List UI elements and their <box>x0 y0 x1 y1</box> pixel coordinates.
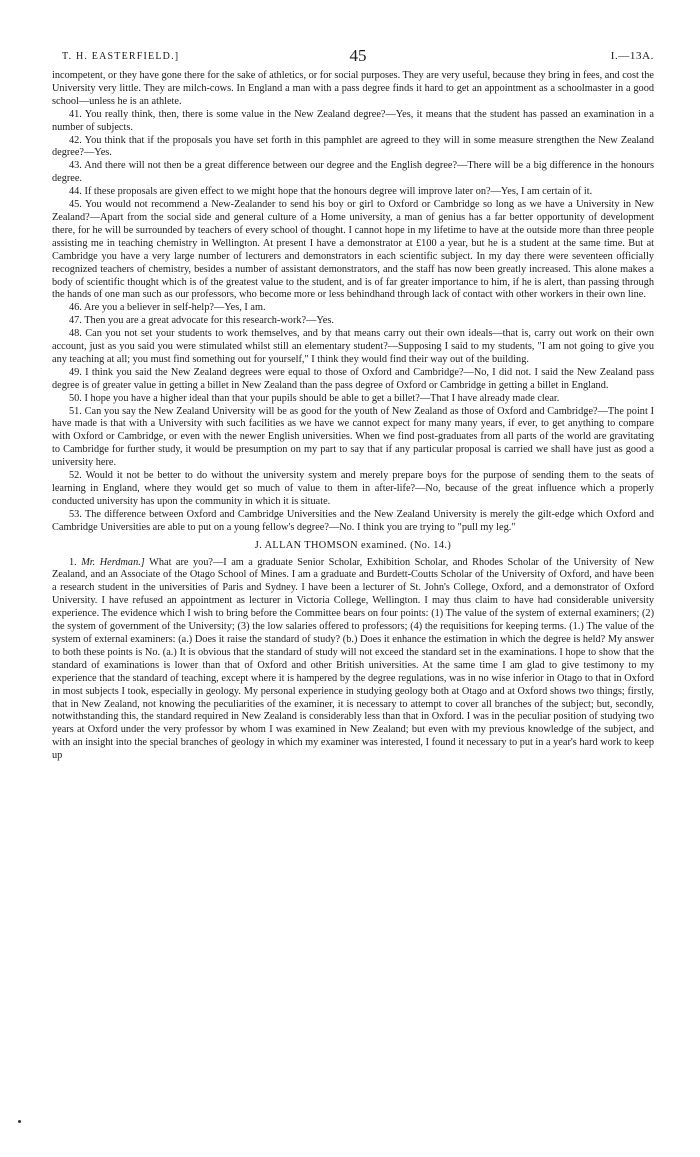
question-42: 42. You think that if the proposals you have set forth in this pamphlet are agreed to they will in some measure strengthen the New Zealand degree?—Yes. <box>52 134 654 159</box>
question-43: 43. And there will not then be a great difference between our degree and the English degree?—There will be a big difference in the honours degree. <box>52 160 654 185</box>
page-body <box>52 70 654 763</box>
running-header <box>62 48 654 68</box>
question-49: 49. I think you said the New Zealand degrees were equal to those of Oxford and Cambridge?—No, I did not. I said the New Zealand pass degree is of greater value in getting a billet in New Zealand than the pass degree of Oxford or Cambridge in getting a billet in England. <box>52 366 654 391</box>
question-46: 46. Are you a believer in self-help?—Yes, I am. <box>69 302 266 314</box>
question-52: 52. Would it not be better to do without the university system and merely prepare boys for the purpose of sending them to the seats of learning in England, where they would get so much of value to them in after-life?—No, because of the great influence which a properly conducted university has upon the community in which it is situate. <box>52 470 654 507</box>
question-44: 44. If these proposals are given effect to we might hope that the honours degree will improve later on?—Yes, I am certain of it. <box>69 186 593 198</box>
page-speck <box>18 1120 21 1123</box>
question-50: 50. I hope you have a higher ideal than that your pupils should be able to get a billet?—That I have already made clear. <box>69 392 560 404</box>
witness-heading: J. ALLAN THOMSON examined. (No. 14.) <box>254 539 452 551</box>
header-witness-name: T. H. EASTERFIELD.] <box>62 51 180 62</box>
paragraph-continuation: incompetent, or they have gone there for the sake of athletics, or for social purposes. They are very useful, because they bring in fees, and cost the University very little. They are milch-cows. In England a man with a pass degree finds it hard to get an appointment as a schoolmaster in a good school—unless he is an athlete. <box>52 70 654 107</box>
question-number: 1. <box>69 556 77 568</box>
question-41: 41. You really think, then, there is some value in the New Zealand degree?—Yes, it means that the student has passed an examination in a number of subjects. <box>52 108 654 133</box>
page-number: 45 <box>349 46 367 65</box>
question-45: 45. You would not recommend a New-Zealander to send his boy or girl to Oxford or Cambridge so long as we have a University in New Zealand?—Apart from the social side and general culture of a Home university, a man of genius has a far better opportunity of development there, for he will be surrounded by teachers of every school of thought. I cannot hope in my lifetime to have at the outside more than three people assisting me in teaching chemistry in Wellington. At present I have a demonstrator at £100 a year, but he is a student at the same time. But at Cambridge you have a very large number of lecturers and demonstrators in each scientific subject. In my day there were seventeen officially recognized teachers of chemistry, besides a number of assistant demonstrators, and the staff has now been greatly increased. This alone makes a body of scientific thought which is of the greatest value to the student, and is of far greater importance to him, if he is alert, than passing through the hands of one man such as our professors, who become more or less behindhand through lack of contact with other workers in their own line. <box>52 199 654 301</box>
question-51: 51. Can you say the New Zealand University will be as good for the youth of New Zealand as those of Oxford and Cambridge?—The point I have made is that with a University with such facilities as we have we cannot expect for many many years, if ever, to get anything to compare with Oxford or Cambridge, or even with the newer English universities. When we find post-graduates from all parts of the world are gravitating to Cambridge for further study, it would be presumption on my part to say that if any particular proposal is carried we shall have just as good a university here. <box>52 405 654 469</box>
question-1 <box>52 557 654 764</box>
question-48: 48. Can you not set your students to work themselves, and by that means carry out their own ideals—that is, carry out work on their own account, just as you said you were stimulated whilst still an elementary student?—Supposing I said to my students, "I am not going to give you any teaching at all; you must find something out for yourself," I think they would find their way out of the building. <box>52 328 654 365</box>
question-53: 53. The difference between Oxford and Cambridge Universities and the New Zealand University is merely the gilt-edge which Oxford and Cambridge Universities are able to put on a young fellow's degree?—No. I think you are trying to "pull my leg." <box>52 508 654 533</box>
question-47: 47. Then you are a great advocate for this research-work?—Yes. <box>69 315 334 327</box>
document-reference: I.—13A. <box>610 50 654 62</box>
speaker-label: Mr. Herdman.] <box>81 556 145 568</box>
answer-text: What are you?—I am a graduate Senior Scholar, Exhibition Scholar, and Rhodes Scholar of the University of New Zealand, and an Associate of the Otago School of Mines. I am a graduate and Burdett-Coutts Scholar of the University of Oxford, and have been a research student in the universities of Paris and Sydney. I have been a lecturer of St. John's College, Oxford, and a demonstrator of Oxford University. I have refused an appointment as lecturer in Victoria College, Wellington. I may thus claim to have had considerable university experience. The evidence which I wish to bring before the Committee bears on four points: (1) The value of the system of external examiners; (2) the system of government of the University; (3) the low salaries offered to professors; (4) the requisitions for keeping terms. (1.) The value of the system of external examiners: (a.) Does it raise the standard of study? (b.) Does it enhance the estimation in which the degree is held? My answer to both these points is No. (a.) It is obvious that the standard of study will not exceed the standard set in the examinations. I hope to show that the standard of examinations is lower than that of Oxford and other British universities. At the same time I am glad to give testimony to my experience that the standard of teaching, except where it is hampered by the degree regulations, was in no wise inferior in Otago to that in Oxford in most subjects I took, especially in geology. My personal experience in studying geology both at Otago and at Oxford shows two things; firstly, that in New Zealand, not knowing the peculiarities of the examiner, it is necessary to attempt to cover all branches of the subject; but, secondly, notwithstanding this, the standard required in New Zealand is considerably less than that in Oxford. I was in the peculiar position of studying two years at Oxford under the very professor by whom I was examined in New Zealand; but even with my previous knowledge of the subject, and with an insight into the special branches of geology in which my examiner was interested, I found it necessary to put in a year's hard work to keep up <box>52 556 655 762</box>
